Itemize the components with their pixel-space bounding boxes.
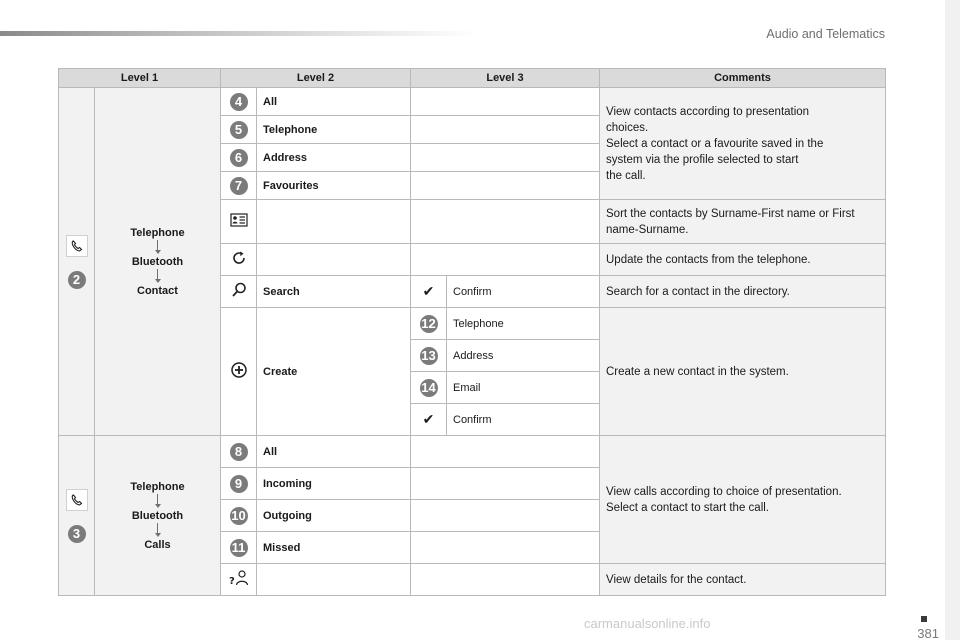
add-icon-cell: [221, 308, 257, 436]
chain-item: Telephone: [130, 226, 185, 239]
item-number-badge: 8: [230, 443, 248, 461]
chain-item: Bluetooth: [131, 509, 184, 522]
item-badge-cell: [221, 500, 257, 532]
level2-contacts-chain: [95, 88, 221, 436]
empty-cell: [411, 88, 600, 116]
page-marker: [921, 616, 927, 622]
empty-cell: [411, 200, 600, 244]
header-level1: Level 1: [59, 69, 221, 88]
svg-text:?: ?: [228, 576, 235, 587]
item-badge-cell: [221, 144, 257, 172]
level1-contacts-cell: [59, 88, 95, 436]
chain-connector: [157, 494, 158, 504]
empty-cell: [411, 172, 600, 200]
item-number-badge: 7: [230, 177, 248, 195]
section-title: Audio and Telematics: [766, 27, 885, 41]
checkmark-icon: ✔: [411, 404, 447, 436]
comment-line: View contacts according to presentation: [606, 105, 810, 118]
item-badge-cell: [221, 436, 257, 468]
empty-cell: [411, 144, 600, 172]
item-badge-cell: [411, 308, 447, 340]
item-label: All: [257, 88, 411, 116]
magnifier-icon: [230, 281, 248, 299]
details-comment: View details for the contact.: [600, 564, 886, 596]
chain-connector: [157, 269, 158, 279]
item-badge-cell: [411, 372, 447, 404]
chain-item: Calls: [144, 538, 171, 551]
sort-comment: Sort the contacts by Surname-First name or First name-Surname.: [600, 200, 886, 244]
search-label: Search: [257, 276, 411, 308]
search-icon-cell: [221, 276, 257, 308]
page-number: 381: [917, 626, 939, 641]
contact-card-sort-icon: [230, 213, 248, 227]
item-label: Telephone: [257, 116, 411, 144]
menu-table: [58, 68, 886, 596]
item-badge-cell: [411, 340, 447, 372]
level2-calls-chain: [95, 436, 221, 596]
item-number-badge: 5: [230, 121, 248, 139]
empty-cell: [411, 500, 600, 532]
item-number-badge: 9: [230, 475, 248, 493]
checkmark-icon: ✔: [411, 276, 447, 308]
plus-circle-icon: [230, 361, 248, 379]
empty-cell: [411, 468, 600, 500]
update-comment: Update the contacts from the telephone.: [600, 244, 886, 276]
comment-line: View calls according to choice of presentation.: [606, 485, 842, 498]
item-label: All: [257, 436, 411, 468]
create-label: Create: [257, 308, 411, 436]
item-number-badge: 13: [421, 347, 436, 363]
level1-calls-cell: [59, 436, 95, 596]
empty-cell: [411, 564, 600, 596]
empty-cell: [411, 436, 600, 468]
details-icon-cell: [221, 564, 257, 596]
phone-handset-icon: [66, 235, 88, 257]
create-item-label: Telephone: [447, 308, 600, 340]
create-item-label: Address: [447, 340, 600, 372]
item-badge-cell: [221, 116, 257, 144]
empty-cell: [411, 244, 600, 276]
table-row: [59, 436, 886, 468]
chain-item: Telephone: [130, 480, 185, 493]
display-comment: [600, 88, 886, 200]
table-header-row: [59, 69, 886, 88]
item-number-badge: 12: [421, 315, 436, 331]
item-label: Outgoing: [257, 500, 411, 532]
item-number-badge: 10: [231, 507, 246, 523]
confirm-label: Confirm: [447, 276, 600, 308]
chain-arrow-icon: [155, 279, 161, 283]
confirm-label: Confirm: [447, 404, 600, 436]
table-row: [59, 88, 886, 116]
empty-cell: [257, 244, 411, 276]
contact-details-icon: [228, 569, 250, 587]
page-edge-strip: [945, 0, 960, 640]
phone-handset-icon: [66, 489, 88, 511]
item-number-badge: 14: [421, 379, 436, 395]
header-level2: Level 2: [221, 69, 411, 88]
chain-item: Contact: [137, 284, 178, 297]
level1-number-badge: 3: [68, 525, 86, 543]
item-badge-cell: [221, 468, 257, 500]
chain-arrow-icon: [155, 504, 161, 508]
item-badge-cell: [221, 88, 257, 116]
create-item-label: Email: [447, 372, 600, 404]
item-number-badge: 11: [230, 539, 248, 557]
item-number-badge: 6: [230, 149, 248, 167]
empty-cell: [411, 116, 600, 144]
calls-comment: [600, 436, 886, 564]
chain-arrow-icon: [155, 250, 161, 254]
watermark: carmanualsonline.info: [584, 616, 711, 631]
empty-cell: [257, 200, 411, 244]
header-level3: Level 3: [411, 69, 600, 88]
comment-line: the call.: [606, 169, 646, 182]
chain-item: Bluetooth: [131, 255, 184, 268]
level1-number-badge: 2: [68, 271, 86, 289]
header-gradient-bar: [0, 31, 480, 36]
search-comment: Search for a contact in the directory.: [600, 276, 886, 308]
empty-cell: [257, 564, 411, 596]
chain-connector: [157, 240, 158, 250]
item-badge-cell: [221, 172, 257, 200]
chain-connector: [157, 523, 158, 533]
comment-line: Select a contact to start the call.: [606, 501, 769, 514]
item-label: Incoming: [257, 468, 411, 500]
item-badge-cell: [221, 532, 257, 564]
create-comment: Create a new contact in the system.: [600, 308, 886, 436]
comment-line: system via the profile selected to start: [606, 153, 799, 166]
item-label: Missed: [257, 532, 411, 564]
empty-cell: [411, 532, 600, 564]
header-comments: Comments: [600, 69, 886, 88]
item-number-badge: 4: [230, 93, 248, 111]
chain-arrow-icon: [155, 533, 161, 537]
item-label: Favourites: [257, 172, 411, 200]
comment-line: Select a contact or a favourite saved in the: [606, 137, 824, 150]
item-label: Address: [257, 144, 411, 172]
sort-icon-cell: [221, 200, 257, 244]
refresh-icon-cell: [221, 244, 257, 276]
refresh-icon: [230, 249, 248, 267]
comment-line: choices.: [606, 121, 649, 134]
